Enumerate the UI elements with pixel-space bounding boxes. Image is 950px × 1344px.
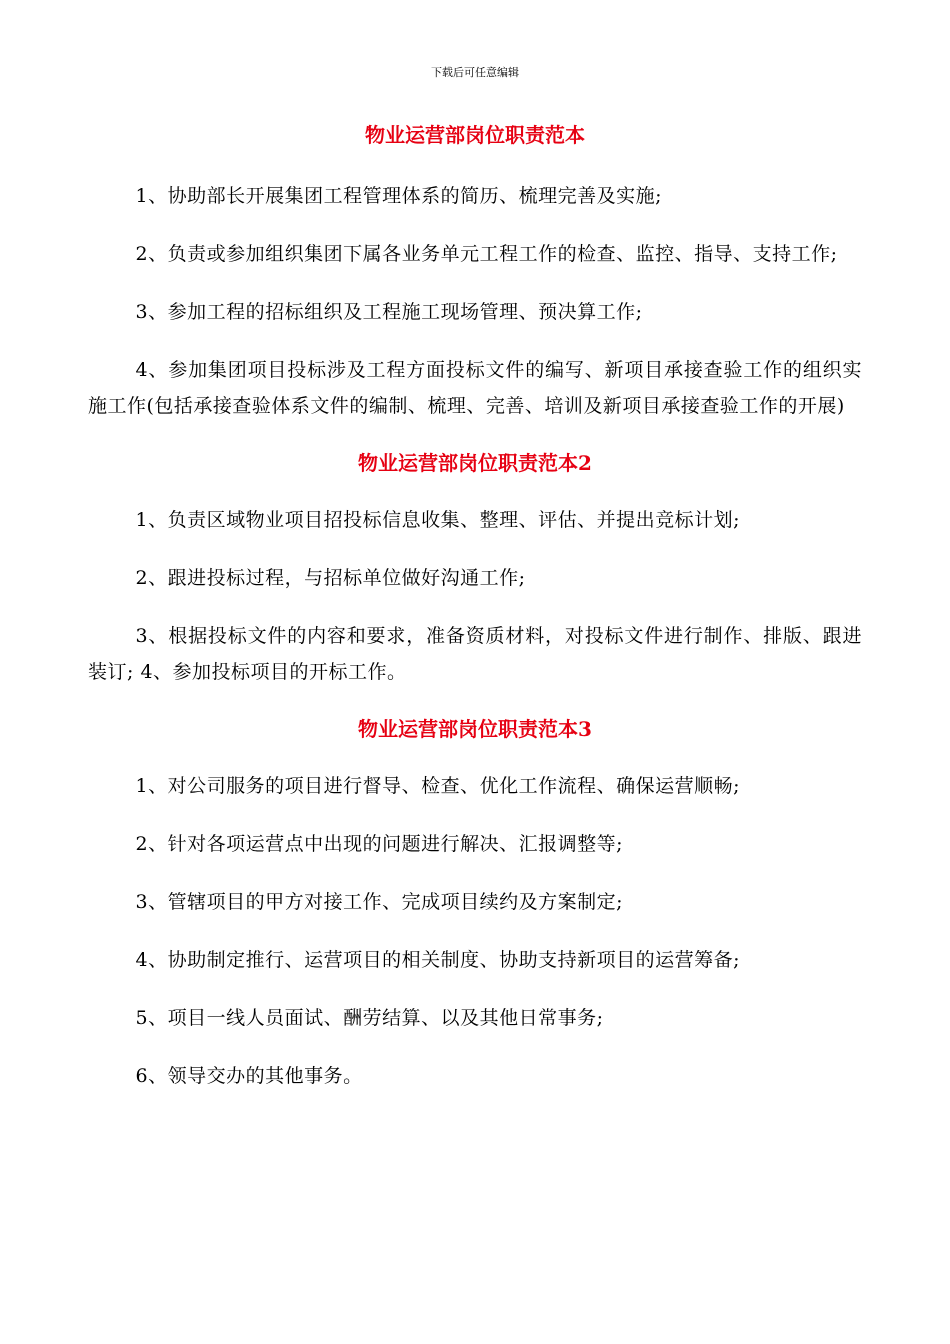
section-title: 物业运营部岗位职责范本3 xyxy=(358,717,592,741)
paragraph: 3、管辖项目的甲方对接工作、完成项目续约及方案制定; xyxy=(135,891,623,913)
paragraph: 2、负责或参加组织集团下属各业务单元工程工作的检查、监控、指导、支持工作; xyxy=(135,243,838,265)
paragraph: 2、针对各项运营点中出现的问题进行解决、汇报调整等; xyxy=(135,833,623,855)
paragraph: 2、跟进投标过程，与招标单位做好沟通工作; xyxy=(135,567,526,589)
paragraph: 3、参加工程的招标组织及工程施工现场管理、预决算工作; xyxy=(135,301,643,323)
paragraph: 1、负责区域物业项目招投标信息收集、整理、评估、并提出竞标计划; xyxy=(135,509,740,531)
section-title: 物业运营部岗位职责范本 xyxy=(365,123,585,147)
page-header-note: 下载后可任意编辑 xyxy=(431,66,519,79)
document-body xyxy=(88,120,862,1094)
paragraph: 6、领导交办的其他事务。 xyxy=(135,1065,363,1087)
paragraph: 1、协助部长开展集团工程管理体系的简历、梳理完善及实施; xyxy=(135,185,662,207)
paragraph: 4、参加集团项目投标涉及工程方面投标文件的编写、新项目承接查验工作的组织实施工作(包括承接查验体系文件的编制、梳理、完善、培训及新项目承接查验工作的开展) xyxy=(88,359,862,417)
paragraph: 3、根据投标文件的内容和要求，准备资质材料，对投标文件进行制作、排版、跟进装订; 4、参加投标项目的开标工作。 xyxy=(88,625,862,683)
paragraph: 4、协助制定推行、运营项目的相关制度、协助支持新项目的运营筹备; xyxy=(135,949,740,971)
section-title: 物业运营部岗位职责范本2 xyxy=(358,451,592,475)
paragraph: 1、对公司服务的项目进行督导、检查、优化工作流程、确保运营顺畅; xyxy=(135,775,740,797)
paragraph: 5、项目一线人员面试、酬劳结算、以及其他日常事务; xyxy=(135,1007,604,1029)
